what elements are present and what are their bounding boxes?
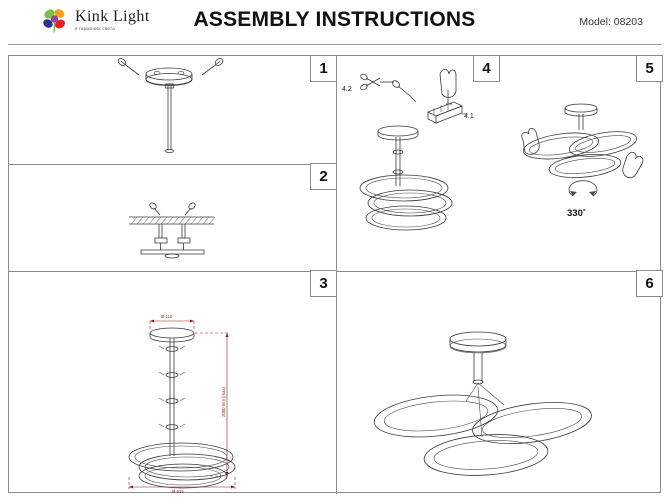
step4-sublabel-left: 4.2 [342,86,352,93]
step3-height-dim: 2000 mm (max) [221,386,226,417]
panel-step-6 [336,271,662,494]
panel-step-5 [499,56,662,271]
panel-number-4: 4 [473,55,500,82]
panel-step-2 [9,164,336,271]
panel-number-3: 3 [310,270,337,297]
step-5-drawing [499,56,662,271]
panel-step-4 [336,56,499,271]
panel-step-1 [9,56,336,164]
brand-tagline: в гармонии света [75,25,115,31]
panel-number-5: 5 [636,55,663,82]
panel-step-3 [9,271,336,494]
panel-grid [8,55,661,493]
panel-number-1: 1 [310,55,337,82]
sheet-header [0,0,669,44]
rotation-arrow-icon [569,181,597,196]
step5-rotation-label: 330˚ [567,208,587,219]
step-2-drawing [9,164,336,271]
header-divider [8,44,661,45]
step4-sublabel-right: 4.1 [464,113,474,120]
panel-number-6: 6 [636,270,663,297]
brand-name: Kink Light [75,7,150,25]
step-4-drawing [336,56,499,271]
step-6-drawing [336,271,662,494]
page-title: ASSEMBLY INSTRUCTIONS [193,8,476,31]
panel-number-2: 2 [310,163,337,190]
step3-top-dim: Ø 110 [161,314,173,319]
step3-diameter-dim: Ø 615 [172,489,184,494]
model-label: Model: 08203 [579,16,643,28]
step-3-drawing [9,271,336,494]
step-1-drawing [9,56,336,164]
